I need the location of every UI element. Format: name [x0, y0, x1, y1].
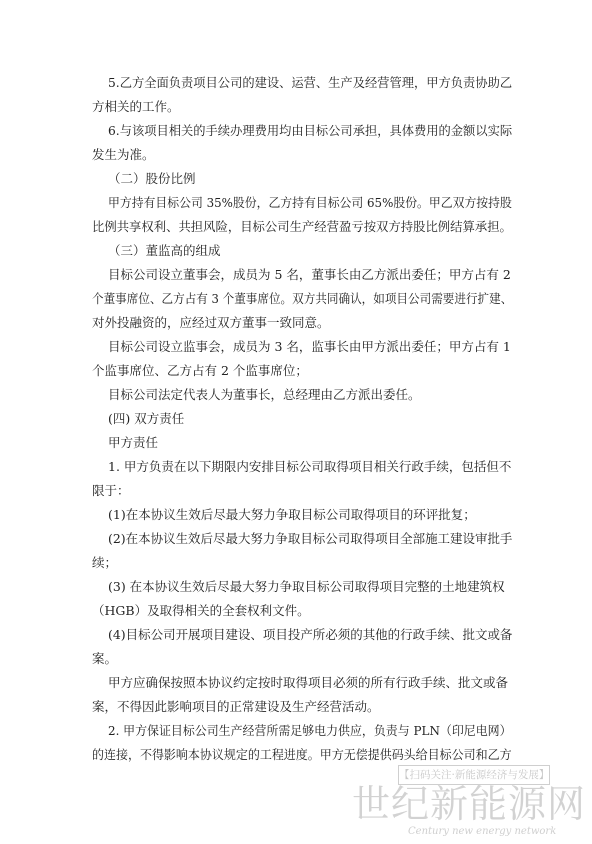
- paragraph-line: 对外投融资的，应经过双方董事一致同意。: [92, 315, 330, 330]
- subsection-heading: 甲方责任: [108, 435, 159, 450]
- paragraph-line: 甲方应确保按照本协议约定按时取得项目必须的所有行政手续、批文或备: [108, 675, 509, 690]
- section-heading: (四) 双方责任: [108, 411, 185, 426]
- paragraph-line: 案，不得因此影响项目的正常建设及生产经营活动。: [92, 699, 380, 714]
- paragraph-line: 案。: [92, 651, 118, 666]
- paragraph-line: 方相关的工作。: [92, 99, 180, 114]
- section-heading: （三）董监高的组成: [108, 243, 221, 258]
- paragraph-line: 5.乙方全面负责项目公司的建设、运营、生产及经营管理，甲方负责协助乙: [108, 75, 513, 90]
- paragraph-line: 目标公司设立董事会，成员为 5 名，董事长由乙方派出委任；甲方占有 2: [108, 267, 511, 282]
- list-item: (1)在本协议生效后尽最大努力争取目标公司取得项目的环评批复；: [108, 507, 476, 522]
- list-item: (3) 在本协议生效后尽最大努力争取目标公司取得项目完整的土地建筑权: [108, 579, 505, 594]
- paragraph-line: 2. 甲方保证目标公司生产经营所需足够电力供应，负责与 PLN（印尼电网）: [108, 723, 512, 738]
- section-heading: （二）股份比例: [108, 171, 196, 186]
- paragraph-line: （HGB）及取得相关的全套权利文件。: [92, 603, 310, 618]
- watermark-title: 世纪新能源网: [352, 782, 587, 826]
- list-item: (2)在本协议生效后尽最大努力争取目标公司取得项目全部施工建设审批手: [108, 531, 513, 546]
- paragraph-line: 甲方持有目标公司 35%股份，乙方持有目标公司 65%股份。甲乙双方按持股: [108, 195, 512, 210]
- paragraph-line: 发生为准。: [92, 147, 155, 162]
- paragraph-line: 个监事席位、乙方占有 2 个监事席位；: [92, 363, 308, 378]
- paragraph-line: 比例共享权利、共担风险，目标公司生产经营盈亏按双方持股比例结算承担。: [92, 219, 512, 234]
- watermark-banner: 【扫码关注·新能源经济与发展】: [398, 765, 550, 785]
- watermark-subtitle: Century new energy network: [408, 826, 557, 837]
- paragraph-line: 1. 甲方负责在以下期限内安排目标公司取得项目相关行政手续，包括但不: [108, 459, 512, 474]
- paragraph-line: 目标公司法定代表人为董事长，总经理由乙方派出委任。: [108, 387, 421, 402]
- paragraph-line: 个董事席位、乙方占有 3 个董事席位。双方共同确认，如项目公司需要进行扩建、: [92, 291, 513, 306]
- paragraph-line: 目标公司设立监事会，成员为 3 名，监事长由甲方派出委任；甲方占有 1: [108, 339, 511, 354]
- paragraph-line: 限于：: [92, 483, 130, 498]
- paragraph-line: 的连接，不得影响本协议规定的工程进度。甲方无偿提供码头给目标公司和乙方: [92, 747, 512, 762]
- paragraph-line: 6.与该项目相关的手续办理费用均由目标公司承担，具体费用的金额以实际: [108, 123, 513, 138]
- list-item: (4)目标公司开展项目建设、项目投产所必须的其他的行政手续、批文或备: [108, 627, 513, 642]
- paragraph-line: 续；: [92, 555, 118, 570]
